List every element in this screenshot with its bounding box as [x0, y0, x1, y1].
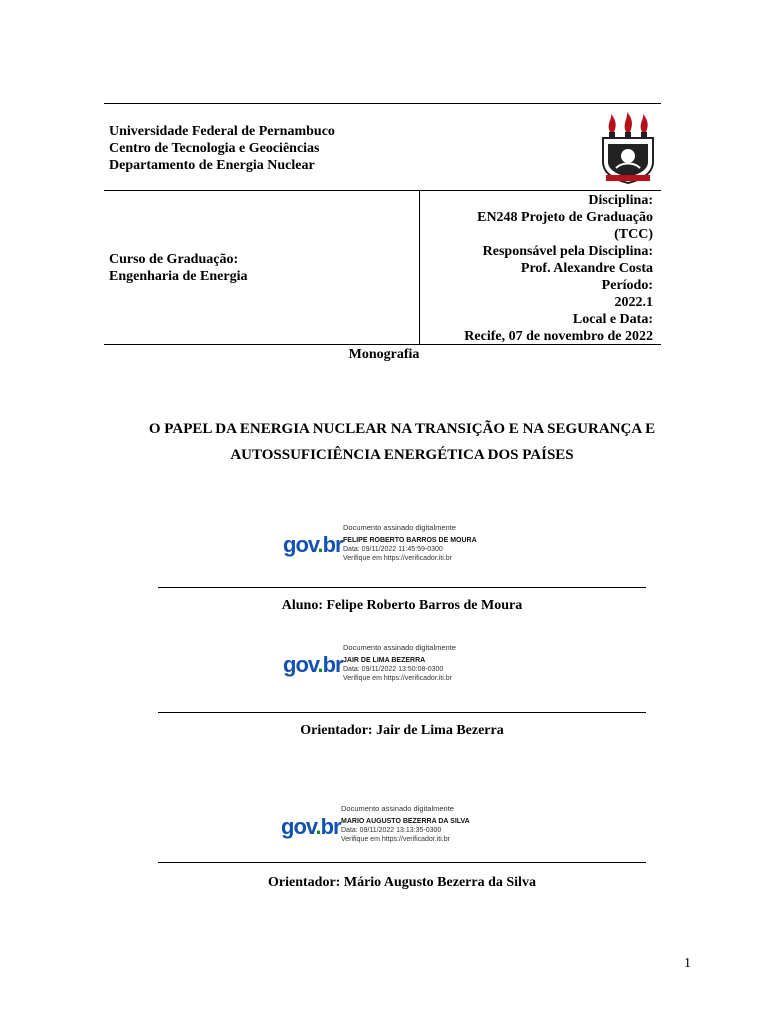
period-label: Período:: [601, 278, 653, 293]
stamp-title: Documento assinado digitalmente: [343, 523, 456, 532]
signature-line: [158, 587, 646, 588]
period-value: 2022.1: [614, 295, 653, 310]
signature-info: [343, 643, 456, 683]
digital-signature-stamp: [283, 523, 483, 573]
institution-block: [109, 123, 409, 174]
gov-br-logo: gov.br: [281, 814, 341, 839]
discipline-value: EN248 Projeto de Graduação: [477, 210, 653, 225]
gov-br-logo: gov.br: [283, 532, 343, 557]
university-crest-logo: [598, 110, 658, 185]
center-name: Centro de Tecnologia e Geociências: [109, 141, 320, 156]
signer-name: FELIPE ROBERTO BARROS DE MOURA: [343, 537, 477, 544]
place-date-value: Recife, 07 de novembro de 2022: [464, 329, 653, 344]
digital-signature-stamp: [281, 804, 481, 854]
course-label: Curso de Graduação:: [109, 252, 239, 267]
stamp-title: Documento assinado digitalmente: [343, 643, 456, 652]
signature-line: [158, 712, 646, 713]
header-column-divider: [419, 190, 420, 345]
verify-link[interactable]: Verifique em https://verificador.iti.br: [341, 836, 450, 843]
verify-link[interactable]: Verifique em https://verificador.iti.br: [343, 675, 452, 682]
title-line-1: O PAPEL DA ENERGIA NUCLEAR NA TRANSIÇÃO E NA SEGURANÇA E: [148, 421, 656, 437]
signature-info: [341, 804, 470, 844]
department-name: Departamento de Energia Nuclear: [109, 158, 315, 173]
discipline-label: Disciplina:: [588, 193, 653, 208]
university-name: Universidade Federal de Pernambuco: [109, 124, 335, 139]
digital-signature-stamp: [283, 643, 483, 693]
verify-link[interactable]: Verifique em https://verificador.iti.br: [343, 555, 452, 562]
signature-date: Data: 09/11/2022 13:13:35-0300: [341, 827, 442, 834]
signer-name: MARIO AUGUSTO BEZERRA DA SILVA: [341, 818, 470, 825]
discipline-value-cont: (TCC): [614, 227, 653, 242]
header-middle-rule: [104, 190, 661, 191]
signature-date: Data: 09/11/2022 13:50:08-0300: [343, 666, 444, 673]
page-number: 1: [684, 956, 691, 971]
monograph-title: [84, 420, 720, 464]
place-date-label: Local e Data:: [572, 312, 653, 327]
title-line-2: AUTOSSUFICIÊNCIA ENERGÉTICA DOS PAÍSES: [230, 447, 574, 463]
signature-line: [158, 862, 646, 863]
header-top-rule: [104, 103, 661, 104]
stamp-title: Documento assinado digitalmente: [341, 804, 454, 813]
discipline-block: [425, 192, 653, 345]
course-value: Engenharia de Energia: [109, 269, 248, 284]
signer-name: JAIR DE LIMA BEZERRA: [343, 657, 426, 664]
signature-info: [343, 523, 477, 563]
student-caption: Aluno: Felipe Roberto Barros de Moura: [281, 598, 523, 613]
signature-date: Data: 09/11/2022 11:45:59-0300: [343, 546, 443, 553]
responsible-label: Responsável pela Disciplina:: [482, 244, 653, 259]
co-advisor-caption: Orientador: Mário Augusto Bezerra da Silva: [268, 875, 536, 890]
gov-br-logo: gov.br: [283, 652, 343, 677]
course-block: [109, 251, 409, 285]
document-type: Monografia: [348, 347, 420, 362]
responsible-value: Prof. Alexandre Costa: [520, 261, 653, 276]
advisor-caption: Orientador: Jair de Lima Bezerra: [300, 723, 504, 738]
